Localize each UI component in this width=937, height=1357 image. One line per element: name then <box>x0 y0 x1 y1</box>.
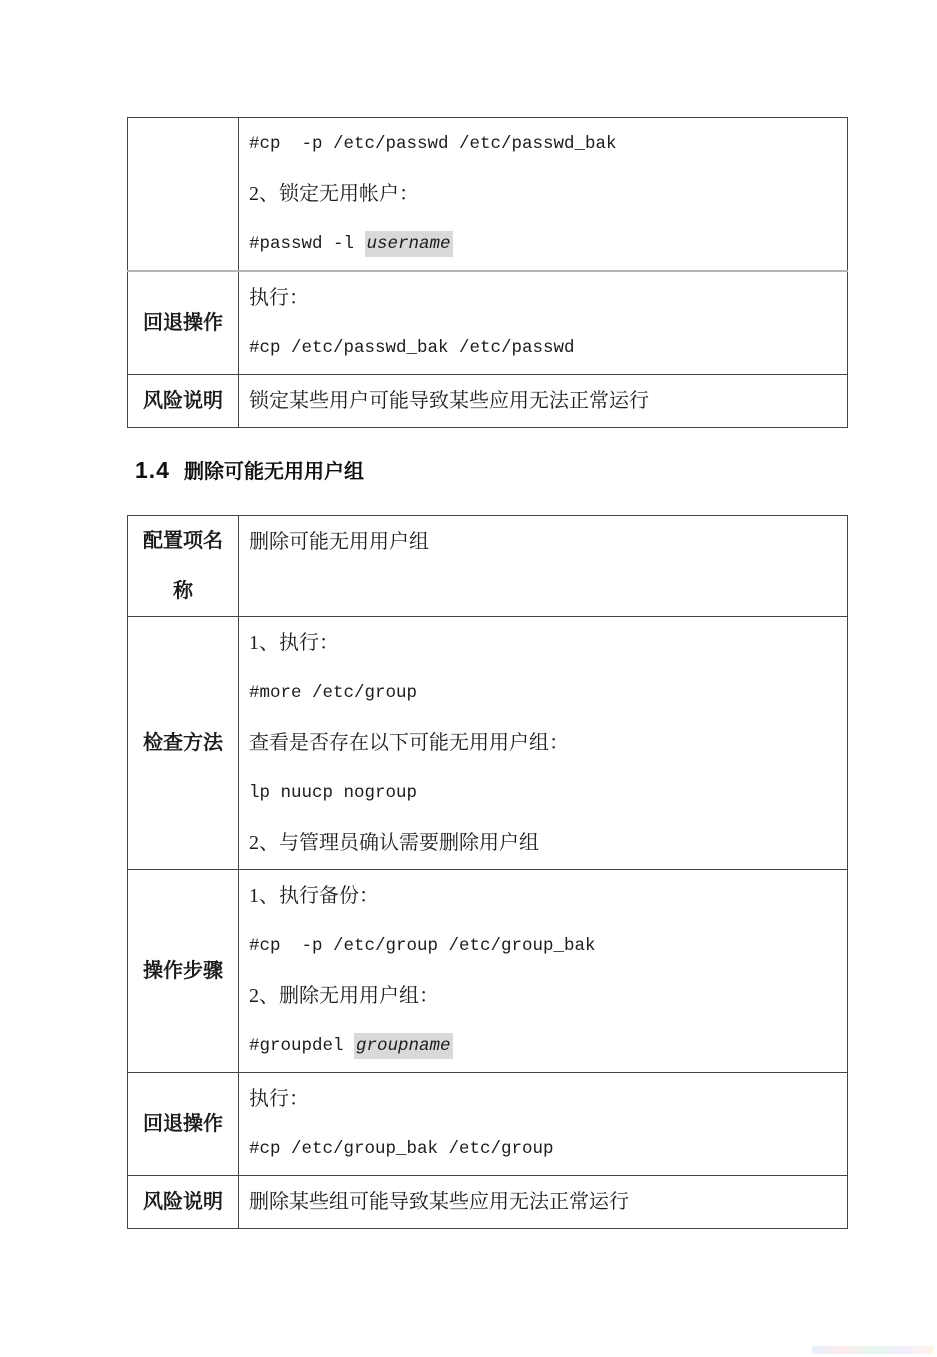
row-content <box>239 1176 848 1229</box>
command-line <box>249 768 839 818</box>
text-line <box>249 1177 839 1227</box>
command-line <box>249 1021 839 1071</box>
text-line <box>249 618 839 668</box>
text-segment: lp nuucp nogroup <box>249 783 418 803</box>
text-segment: 执行： <box>249 287 309 309</box>
row-content <box>239 118 848 272</box>
row-content <box>239 1073 848 1176</box>
section-heading <box>135 455 847 489</box>
row-label: 配置项名称 <box>128 516 239 617</box>
text-line <box>249 517 839 567</box>
row-label: 风险说明 <box>128 1176 239 1229</box>
text-segment: 2、与管理员确认需要删除用户组 <box>249 832 539 854</box>
highlighted-placeholder: username <box>365 231 453 257</box>
table-row <box>128 870 848 1073</box>
text-line <box>249 971 839 1021</box>
text-line <box>249 273 839 323</box>
row-label: 风险说明 <box>128 375 239 428</box>
table-row <box>128 118 848 272</box>
table-row <box>128 375 848 428</box>
passwd-lock-table <box>127 117 848 428</box>
document-body <box>127 117 847 1229</box>
table-row <box>128 1176 848 1229</box>
text-line <box>249 818 839 868</box>
row-label: 操作步骤 <box>128 870 239 1073</box>
group-delete-table <box>127 515 848 1229</box>
row-content <box>239 375 848 428</box>
command-line <box>249 323 839 373</box>
text-segment: 2、锁定无用帐户： <box>249 183 419 205</box>
row-content <box>239 617 848 870</box>
text-segment: #cp /etc/group_bak /etc/group <box>249 1139 554 1159</box>
table-row <box>128 617 848 870</box>
row-content <box>239 516 848 617</box>
text-segment: 1、执行： <box>249 632 339 654</box>
text-segment: #cp /etc/passwd_bak /etc/passwd <box>249 338 575 358</box>
text-segment: 1、执行备份： <box>249 885 379 907</box>
section-number: 1.4 <box>135 457 170 483</box>
text-segment: #cp -p /etc/group /etc/group_bak <box>249 936 596 956</box>
row-label <box>128 118 239 272</box>
section-title: 删除可能无用用户组 <box>183 461 364 483</box>
command-line <box>249 1124 839 1174</box>
table-row <box>128 271 848 375</box>
command-line <box>249 219 839 269</box>
command-line <box>249 921 839 971</box>
text-segment: #groupdel <box>249 1036 355 1056</box>
text-segment: #cp -p /etc/passwd /etc/passwd_bak <box>249 134 617 154</box>
faint-watermark <box>812 1346 934 1354</box>
table-row <box>128 1073 848 1176</box>
text-segment: 执行： <box>249 1088 309 1110</box>
text-segment: 查看是否存在以下可能无用用户组： <box>249 732 569 754</box>
highlighted-placeholder: groupname <box>354 1033 453 1059</box>
text-line <box>249 718 839 768</box>
row-label: 检查方法 <box>128 617 239 870</box>
text-line <box>249 169 839 219</box>
text-segment: 删除某些组可能导致某些应用无法正常运行 <box>249 1191 629 1213</box>
text-segment: 2、删除无用用户组： <box>249 985 439 1007</box>
row-label: 回退操作 <box>128 271 239 375</box>
text-line <box>249 376 839 426</box>
text-segment: #passwd -l <box>249 234 365 254</box>
row-content <box>239 271 848 375</box>
row-content <box>239 870 848 1073</box>
text-segment: 锁定某些用户可能导致某些应用无法正常运行 <box>249 390 649 412</box>
command-line <box>249 668 839 718</box>
text-segment: #more /etc/group <box>249 683 418 703</box>
command-line <box>249 119 839 169</box>
text-line <box>249 1074 839 1124</box>
text-line <box>249 871 839 921</box>
table-row <box>128 516 848 617</box>
text-segment: 删除可能无用用户组 <box>249 531 429 553</box>
row-label: 回退操作 <box>128 1073 239 1176</box>
